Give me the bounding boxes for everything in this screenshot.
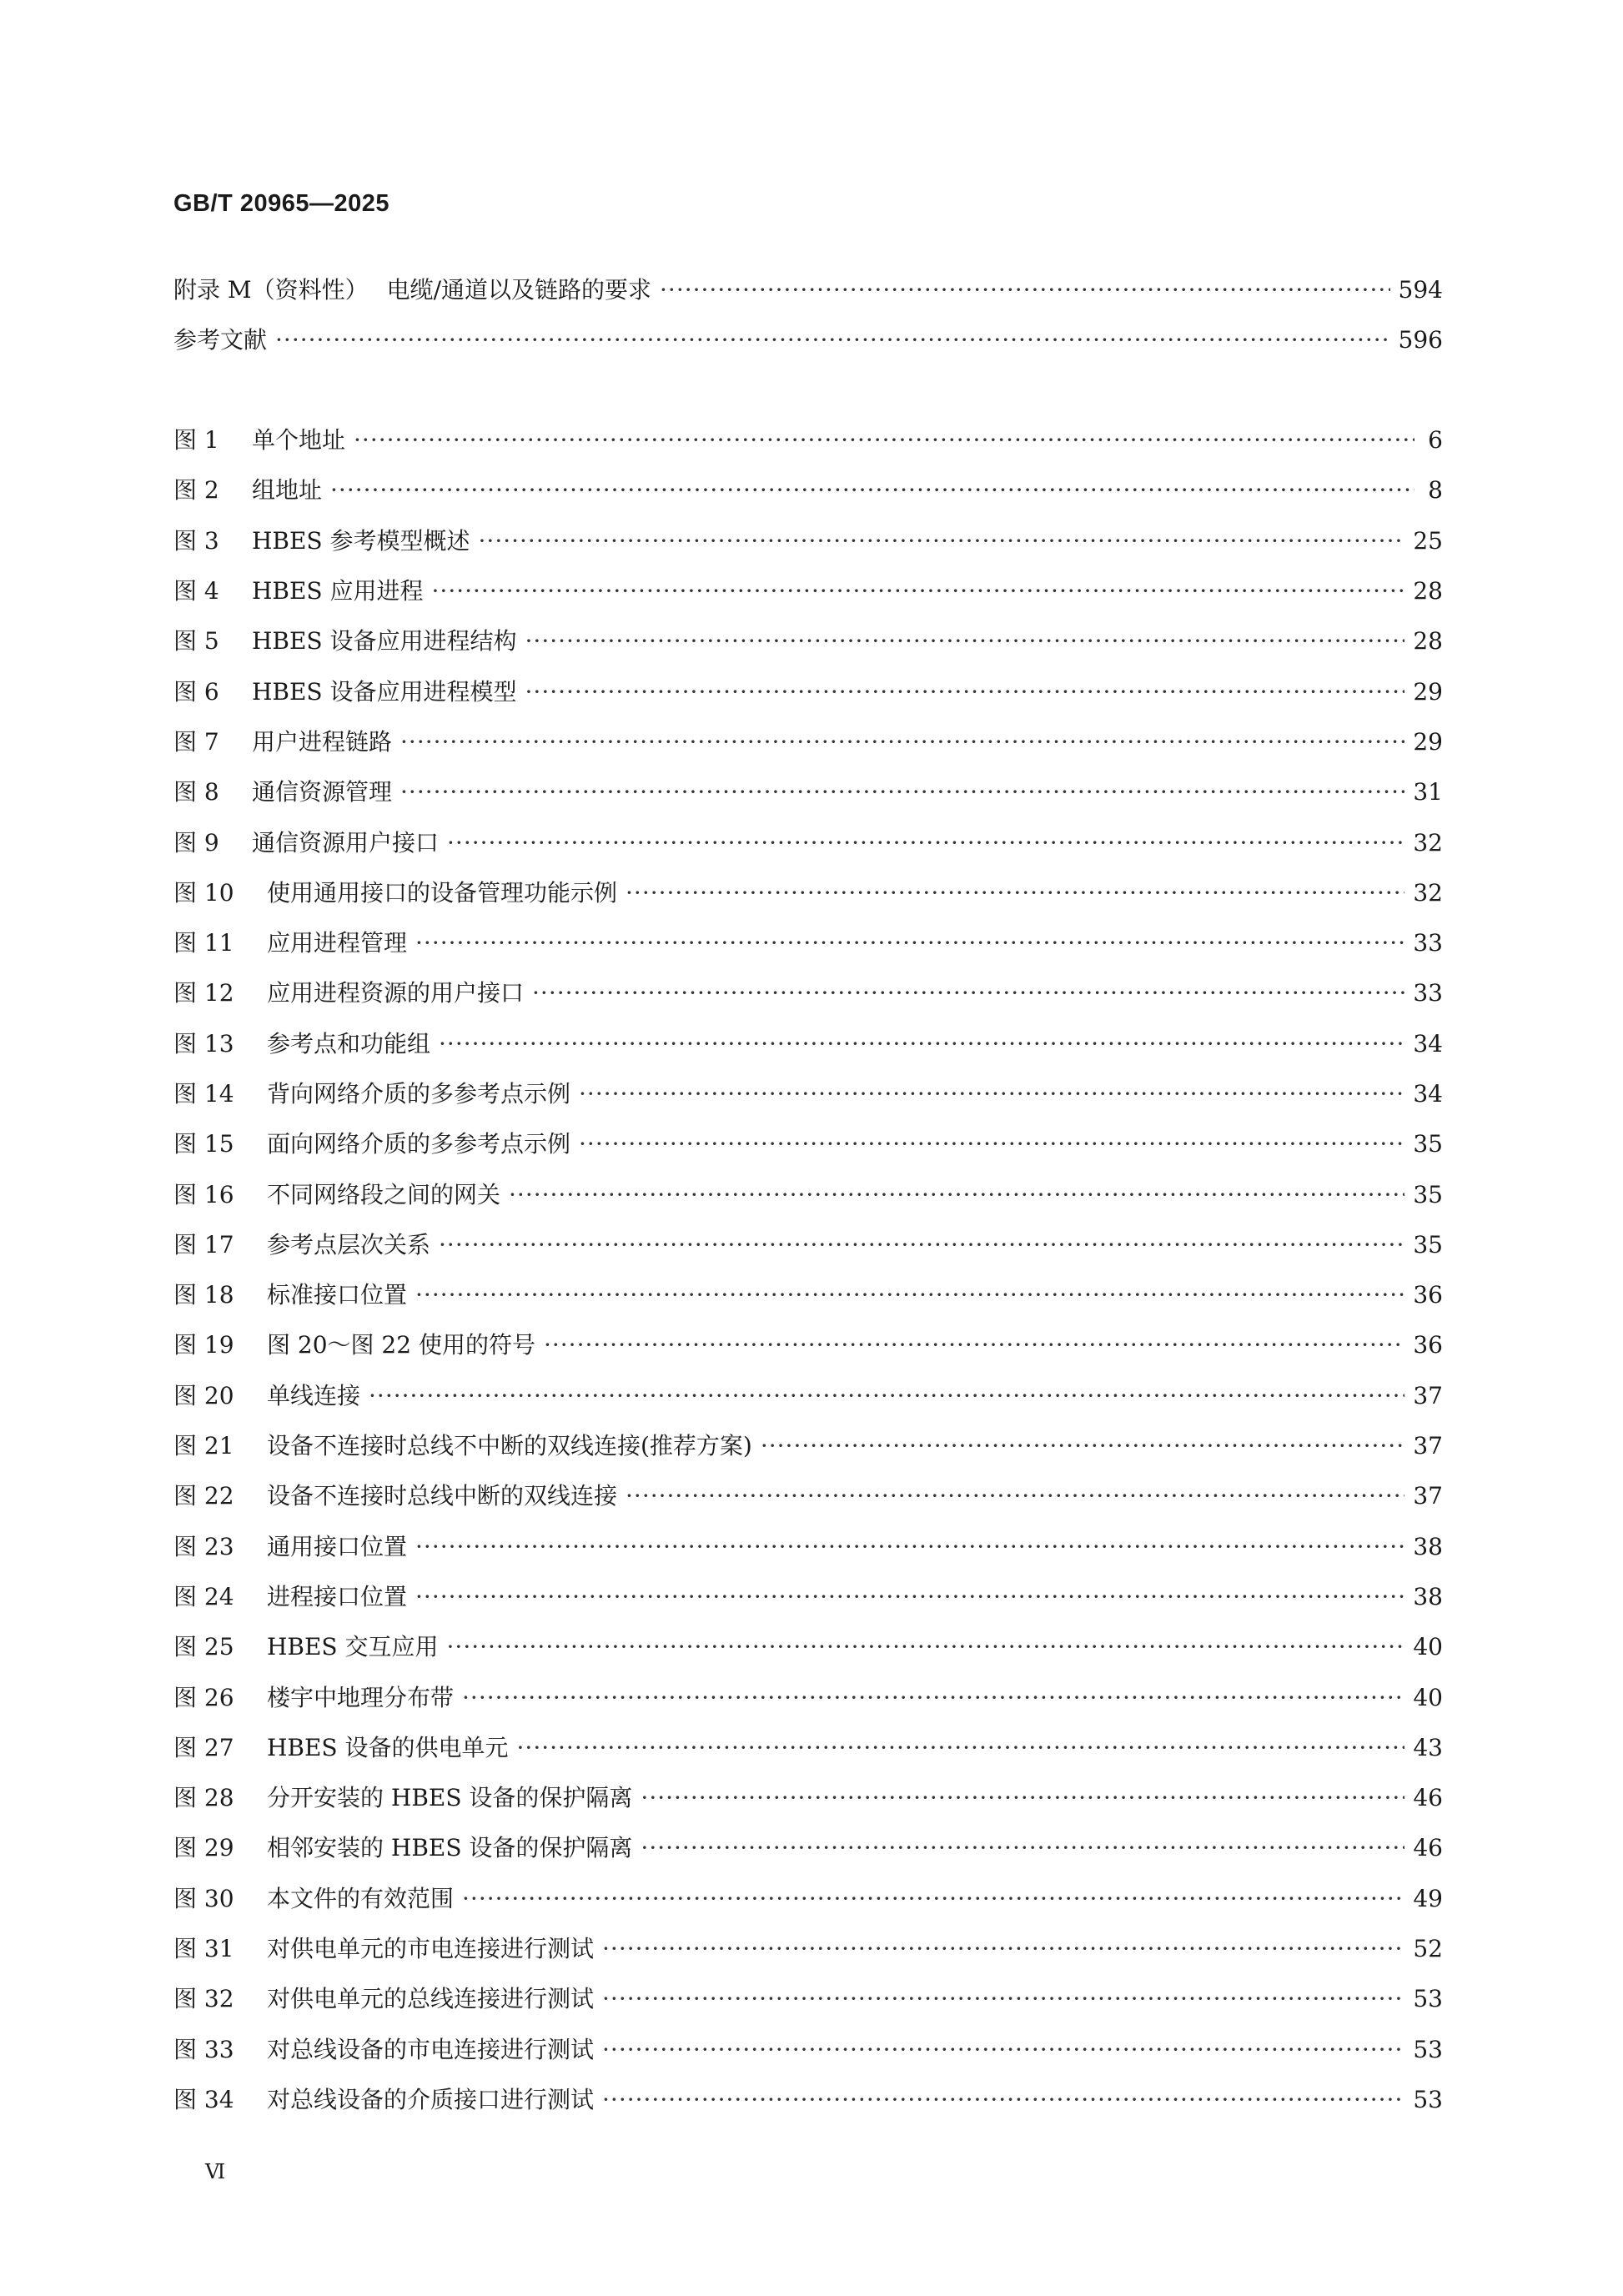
dot-leader (439, 1233, 1404, 1257)
toc-figure-entry[interactable] (173, 1874, 1443, 1924)
figure-page-number: 53 (1413, 1985, 1443, 2013)
figure-page-number: 53 (1413, 2085, 1443, 2113)
dot-leader (415, 1585, 1404, 1609)
toc-entry-page: 596 (1398, 326, 1443, 354)
figure-title: HBES 设备的供电单元 (267, 1733, 509, 1761)
dot-leader (641, 1836, 1404, 1860)
figure-page-number: 29 (1413, 727, 1443, 756)
figure-page-number: 6 (1428, 426, 1443, 455)
figure-label: 图 10 (173, 878, 234, 907)
toc-figure-entry[interactable] (173, 1270, 1443, 1320)
toc-figure-entry[interactable] (173, 2075, 1443, 2125)
figure-page-number: 36 (1413, 1281, 1443, 1309)
figure-title: 参考点和功能组 (267, 1029, 431, 1058)
dot-leader (369, 1384, 1404, 1408)
dot-leader (579, 1133, 1404, 1156)
toc-entry-page: 594 (1398, 276, 1443, 304)
figure-label: 图 24 (173, 1582, 234, 1610)
dot-leader (447, 831, 1404, 855)
dot-leader (602, 1937, 1404, 1961)
figure-title: 背向网络介质的多参考点示例 (267, 1080, 571, 1108)
figure-page-number: 37 (1413, 1482, 1443, 1510)
figure-title: 通信资源管理 (252, 778, 393, 806)
dot-leader (602, 2038, 1404, 2062)
toc-figure-entry[interactable] (173, 717, 1443, 767)
figure-title: 标准接口位置 (267, 1281, 408, 1309)
page-folio: Ⅵ (205, 2160, 226, 2183)
figure-label: 图 13 (173, 1029, 234, 1058)
toc-figure-entry[interactable] (173, 415, 1443, 465)
figure-label: 图 33 (173, 2035, 234, 2063)
figure-label: 图 1 (173, 426, 219, 455)
toc-figure-entry[interactable] (173, 1773, 1443, 1823)
figure-label: 图 26 (173, 1683, 234, 1711)
figure-page-number: 46 (1413, 1834, 1443, 1862)
dot-leader (415, 932, 1404, 955)
dot-leader (641, 1786, 1404, 1810)
toc-figure-entry[interactable] (173, 1421, 1443, 1471)
toc-figure-entry[interactable] (173, 666, 1443, 716)
figure-page-number: 40 (1413, 1633, 1443, 1661)
figure-label: 图 28 (173, 1784, 234, 1812)
toc-figure-entry[interactable] (173, 1069, 1443, 1119)
figure-title: HBES 交互应用 (267, 1633, 439, 1661)
figure-page-number: 37 (1413, 1432, 1443, 1460)
toc-figure-list (173, 415, 1443, 2125)
figure-page-number: 35 (1413, 1130, 1443, 1158)
figure-label: 图 17 (173, 1230, 234, 1259)
dot-leader (462, 1686, 1404, 1710)
dot-leader (626, 882, 1404, 905)
figure-label: 图 12 (173, 979, 234, 1007)
figure-title: HBES 参考模型概述 (252, 526, 470, 555)
dot-leader (400, 781, 1404, 804)
dot-leader (462, 1887, 1404, 1911)
figure-page-number: 46 (1413, 1784, 1443, 1812)
figure-label: 图 7 (173, 727, 219, 756)
toc-figure-entry[interactable] (173, 2025, 1443, 2075)
toc-figure-entry[interactable] (173, 1823, 1443, 1873)
toc-figure-entry[interactable] (173, 1119, 1443, 1169)
toc-entry[interactable] (173, 265, 1443, 315)
figure-label: 图 14 (173, 1080, 234, 1108)
toc-figure-entry[interactable] (173, 1572, 1443, 1622)
dot-leader (517, 1736, 1405, 1760)
dot-leader (660, 279, 1390, 302)
figure-title: HBES 应用进程 (252, 577, 424, 605)
figure-title: 通信资源用户接口 (252, 828, 440, 857)
figure-title: 应用进程资源的用户接口 (267, 979, 525, 1007)
figure-title: 进程接口位置 (267, 1582, 408, 1610)
figure-page-number: 35 (1413, 1230, 1443, 1259)
dot-leader (400, 731, 1404, 754)
toc-figure-entry[interactable] (173, 1471, 1443, 1521)
figure-title: 楼宇中地理分布带 (267, 1683, 455, 1711)
toc-figure-entry[interactable] (173, 1974, 1443, 2024)
figure-label: 图 19 (173, 1331, 234, 1359)
figure-label: 图 23 (173, 1532, 234, 1560)
figure-title: 通用接口位置 (267, 1532, 408, 1560)
figure-label: 图 30 (173, 1884, 234, 1912)
toc-figure-entry[interactable] (173, 465, 1443, 515)
toc-figure-entry[interactable] (173, 868, 1443, 918)
toc-figure-entry[interactable] (173, 918, 1443, 968)
dot-leader (525, 681, 1405, 704)
toc-entry[interactable] (173, 315, 1443, 365)
toc-figure-entry[interactable] (173, 1019, 1443, 1069)
figure-page-number: 43 (1413, 1733, 1443, 1761)
figure-label: 图 27 (173, 1733, 234, 1761)
figure-page-number: 29 (1413, 677, 1443, 706)
toc-figure-entry[interactable] (173, 968, 1443, 1018)
figure-title: 使用通用接口的设备管理功能示例 (267, 878, 618, 907)
dot-leader (479, 530, 1405, 553)
figure-title: 设备不连接时总线中断的双线连接 (267, 1482, 618, 1510)
figure-label: 图 3 (173, 526, 219, 555)
figure-page-number: 52 (1413, 1935, 1443, 1963)
figure-page-number: 32 (1413, 878, 1443, 907)
dot-leader (761, 1434, 1405, 1458)
figure-label: 图 15 (173, 1130, 234, 1158)
dot-leader (415, 1284, 1404, 1307)
figure-page-number: 28 (1413, 627, 1443, 656)
toc-appendix-section (173, 265, 1443, 366)
figure-label: 图 5 (173, 627, 219, 656)
figure-title: 相邻安装的 HBES 设备的保护隔离 (267, 1834, 633, 1862)
dot-leader (509, 1183, 1404, 1207)
figure-title: 分开安装的 HBES 设备的保护隔离 (267, 1784, 633, 1812)
toc-figure-entry[interactable] (173, 817, 1443, 867)
figure-page-number: 28 (1413, 577, 1443, 605)
dot-leader (415, 1535, 1404, 1559)
figure-title: 用户进程链路 (252, 727, 393, 756)
figure-title: 面向网络介质的多参考点示例 (267, 1130, 571, 1158)
figure-label: 图 29 (173, 1834, 234, 1862)
toc-figure-entry[interactable] (173, 1169, 1443, 1219)
figure-page-number: 25 (1413, 526, 1443, 555)
figure-title: 图 20～图 22 使用的符号 (267, 1331, 535, 1359)
toc-figure-entry[interactable] (173, 616, 1443, 666)
figure-page-number: 38 (1413, 1532, 1443, 1560)
figure-page-number: 8 (1428, 476, 1443, 505)
toc-entry-label: 附录 M（资料性） (173, 276, 369, 304)
figure-page-number: 36 (1413, 1331, 1443, 1359)
figure-label: 图 2 (173, 476, 219, 505)
figure-title: 组地址 (252, 476, 323, 505)
figure-page-number: 34 (1413, 1080, 1443, 1108)
figure-page-number: 31 (1413, 778, 1443, 806)
figure-title: 单线连接 (267, 1381, 361, 1409)
toc-figure-entry[interactable] (173, 1320, 1443, 1370)
dot-leader (354, 429, 1414, 452)
figure-page-number: 40 (1413, 1683, 1443, 1711)
dot-leader (626, 1485, 1404, 1508)
figure-label: 图 22 (173, 1482, 234, 1510)
dot-leader (532, 982, 1404, 1005)
dot-leader (330, 479, 1414, 502)
dot-leader (602, 1987, 1404, 2011)
figure-title: 本文件的有效范围 (267, 1884, 455, 1912)
figure-title: 对总线设备的介质接口进行测试 (267, 2085, 595, 2113)
figure-label: 图 34 (173, 2085, 234, 2113)
figure-label: 图 20 (173, 1381, 234, 1409)
toc-figure-entry[interactable] (173, 1522, 1443, 1572)
figure-title: 对供电单元的市电连接进行测试 (267, 1935, 595, 1963)
figure-title: 对供电单元的总线连接进行测试 (267, 1985, 595, 2013)
toc-figure-entry[interactable] (173, 1924, 1443, 1974)
figure-label: 图 11 (173, 929, 234, 957)
figure-title: 对总线设备的市电连接进行测试 (267, 2035, 595, 2063)
toc-figure-entry[interactable] (173, 1220, 1443, 1270)
figure-page-number: 33 (1413, 929, 1443, 957)
figure-title: 参考点层次关系 (267, 1230, 431, 1259)
dot-leader (525, 630, 1405, 653)
figure-label: 图 9 (173, 828, 219, 857)
figure-label: 图 16 (173, 1180, 234, 1208)
dot-leader (439, 1032, 1404, 1056)
figure-label: 图 8 (173, 778, 219, 806)
toc-figure-entry[interactable] (173, 516, 1443, 566)
figure-label: 图 31 (173, 1935, 234, 1963)
figure-page-number: 49 (1413, 1884, 1443, 1912)
toc-figure-entry[interactable] (173, 566, 1443, 616)
figure-page-number: 53 (1413, 2035, 1443, 2063)
figure-label: 图 18 (173, 1281, 234, 1309)
toc-figure-entry[interactable] (173, 1723, 1443, 1773)
toc-figure-entry[interactable] (173, 1371, 1443, 1421)
figure-page-number: 33 (1413, 979, 1443, 1007)
dot-leader (579, 1083, 1404, 1106)
figure-title: 应用进程管理 (267, 929, 408, 957)
dot-leader (275, 329, 1390, 352)
figure-page-number: 38 (1413, 1582, 1443, 1610)
figure-title: HBES 设备应用进程模型 (252, 677, 517, 706)
figure-page-number: 32 (1413, 828, 1443, 857)
dot-leader (544, 1334, 1404, 1357)
toc-entry-title: 电缆/通道以及链路的要求 (386, 276, 652, 304)
figure-title: 单个地址 (252, 426, 346, 455)
figure-page-number: 35 (1413, 1180, 1443, 1208)
dot-leader (602, 2088, 1404, 2112)
toc-figure-entry[interactable] (173, 767, 1443, 817)
dot-leader (447, 1635, 1405, 1659)
figure-title: 不同网络段之间的网关 (267, 1180, 501, 1208)
figure-label: 图 21 (173, 1432, 234, 1460)
figure-label: 图 32 (173, 1985, 234, 2013)
figure-label: 图 4 (173, 577, 219, 605)
figure-page-number: 34 (1413, 1029, 1443, 1058)
figure-title: 设备不连接时总线不中断的双线连接(推荐方案) (267, 1432, 752, 1460)
dot-leader (432, 580, 1405, 603)
figure-title: HBES 设备应用进程结构 (252, 627, 517, 656)
toc-figure-entry[interactable] (173, 1622, 1443, 1672)
toc-figure-entry[interactable] (173, 1672, 1443, 1722)
figure-label: 图 6 (173, 677, 219, 706)
figure-page-number: 37 (1413, 1381, 1443, 1409)
document-number: GB/T 20965—2025 (173, 190, 389, 217)
figure-label: 图 25 (173, 1633, 234, 1661)
toc-entry-title: 参考文献 (173, 326, 268, 354)
